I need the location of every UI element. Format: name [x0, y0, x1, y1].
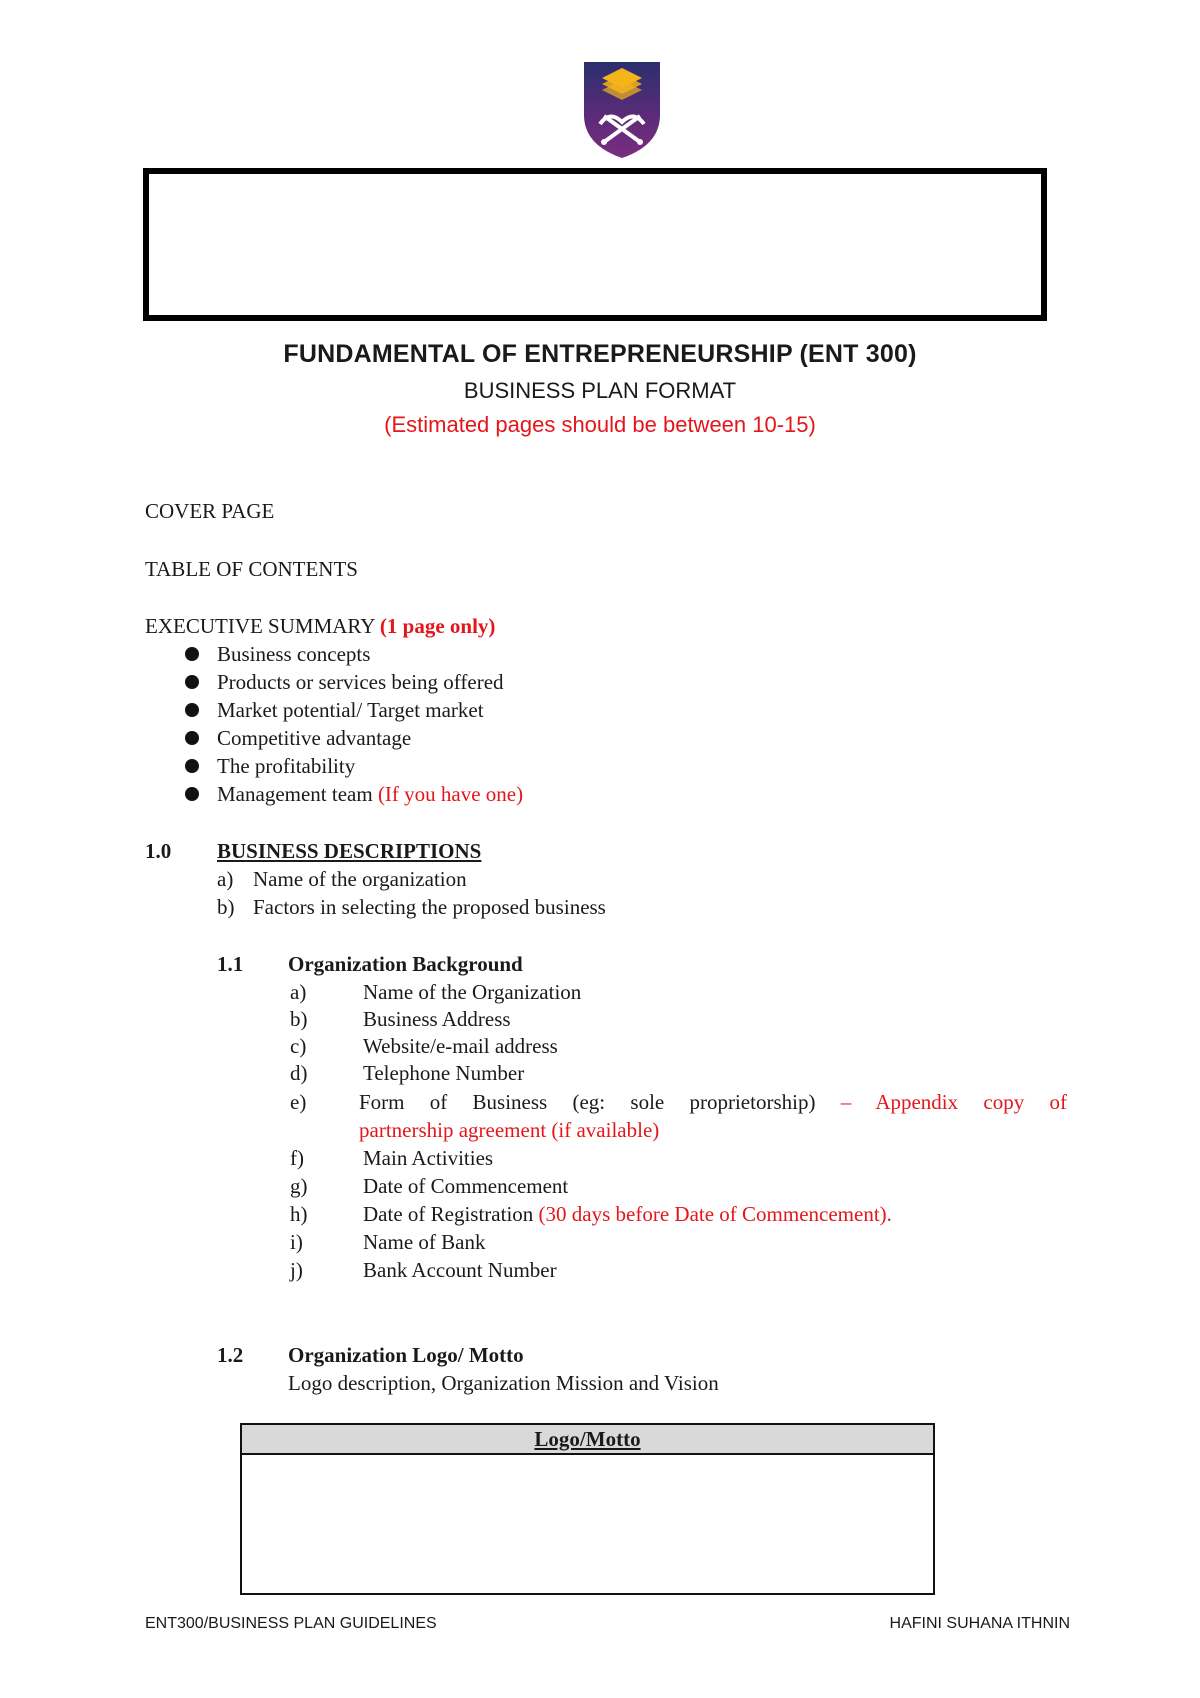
exec-item-5: The profitability — [217, 754, 356, 778]
logo-motto-header: Logo/Motto — [242, 1425, 933, 1455]
ob-item-b: Business Address — [363, 1007, 511, 1031]
ob-item-f-marker: f) — [290, 1146, 304, 1170]
exec-item-3: Market potential/ Target market — [217, 698, 484, 722]
footer-left: ENT300/BUSINESS PLAN GUIDELINES — [145, 1615, 437, 1632]
bd-item-b: Factors in selecting the proposed business — [253, 895, 606, 919]
page-estimate-note: (Estimated pages should be between 10-15) — [384, 412, 816, 437]
ob-item-e-text: Form of Business (eg: sole proprietorship) — [359, 1090, 816, 1114]
bd-item-a: Name of the organization — [253, 867, 467, 891]
section-1-2-title: Organization Logo/ Motto — [288, 1343, 524, 1367]
section-1-0-title: BUSINESS DESCRIPTIONS — [217, 839, 482, 863]
section-1-2-description: Logo description, Organization Mission and Vision — [288, 1371, 719, 1395]
bd-item-b-marker: b) — [217, 895, 235, 919]
ob-item-j-marker: j) — [290, 1258, 303, 1282]
ob-item-c-marker: c) — [290, 1034, 307, 1058]
ob-item-h — [363, 1200, 892, 1228]
bullet-icon — [185, 703, 199, 717]
ob-item-a: Name of the Organization — [363, 980, 582, 1004]
ob-item-d-marker: d) — [290, 1061, 308, 1085]
bd-item-a-marker: a) — [217, 867, 234, 891]
toc-heading: TABLE OF CONTENTS — [145, 557, 358, 581]
section-1-0-number: 1.0 — [145, 839, 172, 863]
ob-item-h-marker: h) — [290, 1202, 308, 1226]
ob-item-g-marker: g) — [290, 1174, 308, 1198]
document-subtitle: BUSINESS PLAN FORMAT — [463, 378, 737, 403]
exec-item-1: Business concepts — [217, 642, 371, 666]
ob-item-i: Name of Bank — [363, 1230, 486, 1254]
section-1-1-title: Organization Background — [288, 952, 523, 976]
document-title: FUNDAMENTAL OF ENTREPRENEURSHIP (ENT 300) — [283, 340, 917, 368]
ob-item-h-text: Date of Registration — [363, 1202, 534, 1226]
title-box — [143, 168, 1047, 321]
ob-item-e-note: – Appendix copy of — [840, 1090, 1067, 1114]
ob-item-g: Date of Commencement — [363, 1174, 569, 1198]
bullet-icon — [185, 759, 199, 773]
bullet-icon — [185, 731, 199, 745]
exec-item-6-note: (If you have one) — [377, 782, 524, 806]
ob-item-i-marker: i) — [290, 1230, 303, 1254]
ob-item-j: Bank Account Number — [363, 1258, 557, 1282]
university-logo — [582, 60, 662, 160]
exec-item-6-text: Management team — [217, 782, 373, 806]
bullet-icon — [185, 675, 199, 689]
ob-item-f: Main Activities — [363, 1146, 494, 1170]
section-1-2-number: 1.2 — [217, 1343, 244, 1367]
executive-summary-title: EXECUTIVE SUMMARY — [145, 614, 375, 638]
ob-item-e-note-line2: partnership agreement (if available) — [359, 1118, 660, 1142]
exec-item-6 — [217, 780, 523, 808]
cover-page-heading: COVER PAGE — [145, 499, 275, 523]
ob-item-c: Website/e-mail address — [363, 1034, 558, 1058]
footer-right: HAFINI SUHANA ITHNIN — [889, 1615, 1070, 1632]
executive-summary-heading — [145, 612, 495, 640]
exec-item-4: Competitive advantage — [217, 726, 412, 750]
ob-item-h-note: (30 days before Date of Commencement). — [538, 1202, 892, 1226]
ob-item-d: Telephone Number — [363, 1061, 525, 1085]
bullet-icon — [185, 787, 199, 801]
logo-motto-table — [240, 1423, 935, 1595]
ob-item-e-marker: e) — [290, 1090, 307, 1114]
ob-item-b-marker: b) — [290, 1007, 308, 1031]
section-1-1-number: 1.1 — [217, 952, 244, 976]
ob-item-e — [359, 1088, 1067, 1116]
exec-item-2: Products or services being offered — [217, 670, 504, 694]
ob-item-a-marker: a) — [290, 980, 307, 1004]
executive-summary-note: (1 page only) — [379, 614, 496, 638]
bullet-icon — [185, 647, 199, 661]
